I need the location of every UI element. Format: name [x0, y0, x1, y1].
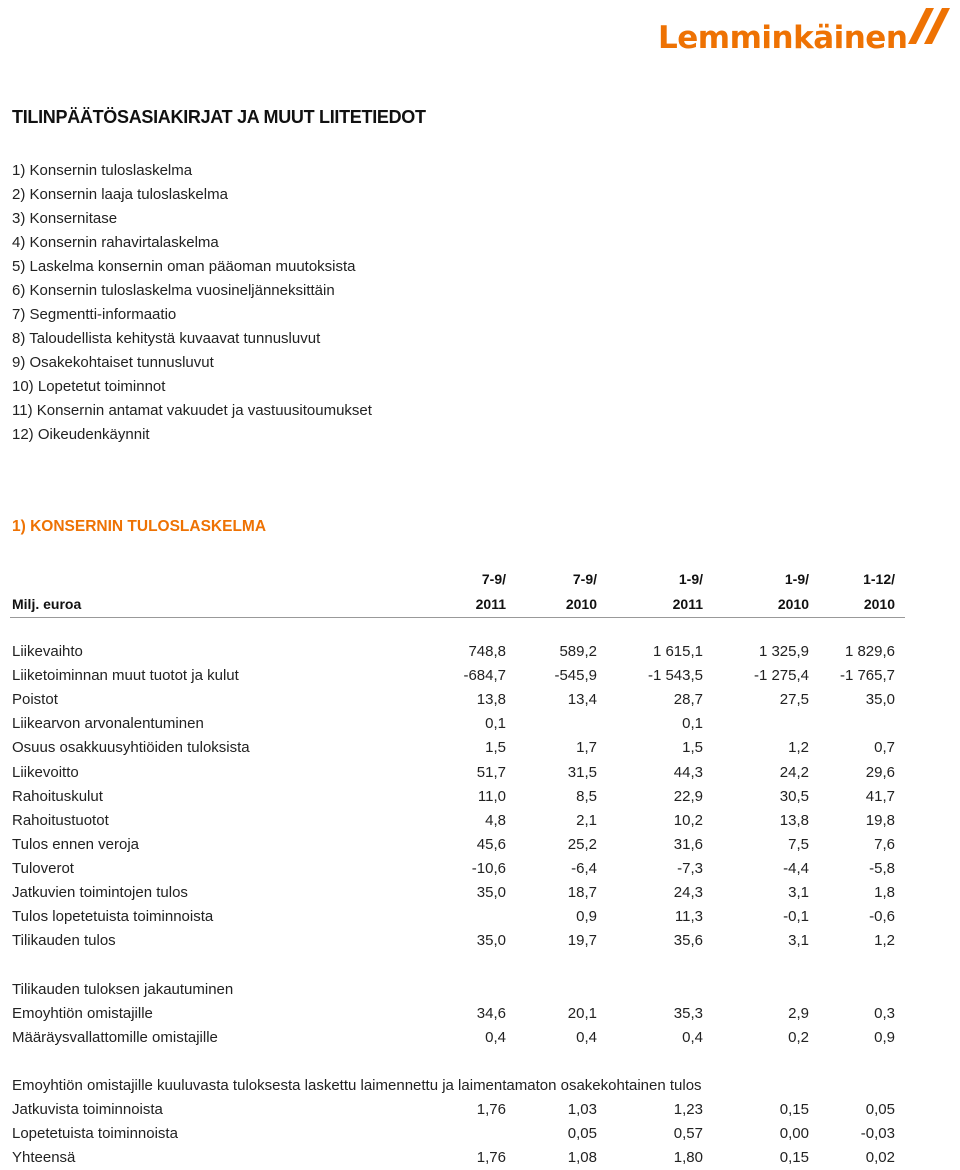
- subsection-heading: [0, 1074, 960, 1098]
- section-title: 1) KONSERNIN TULOSLASKELMA: [12, 518, 267, 535]
- row-value: 3,1: [788, 884, 809, 901]
- row-value: 2,9: [788, 1005, 809, 1022]
- row-value: 18,7: [567, 884, 597, 901]
- row-value: 28,7: [673, 691, 703, 708]
- row-value: 35,6: [673, 932, 703, 949]
- row-label: Emoyhtiön omistajille kuuluvasta tuloksesta laskettu laimennettu ja laimentamaton osakekohtainen tulos: [12, 1077, 702, 1094]
- toc-item: 1) Konsernin tuloslaskelma: [12, 162, 193, 179]
- table-of-contents: [12, 160, 372, 448]
- row-label: Tilikauden tulos: [12, 932, 116, 949]
- row-value: 0,02: [865, 1149, 895, 1166]
- row-value: 748,8: [468, 643, 506, 660]
- row-value: 25,2: [567, 836, 597, 853]
- row-value: 1,76: [476, 1101, 506, 1118]
- table-row: [0, 1026, 960, 1050]
- row-value: 1,2: [874, 932, 895, 949]
- toc-item: 8) Taloudellista kehitystä kuvaavat tunnusluvut: [12, 330, 321, 347]
- row-value: 41,7: [865, 788, 895, 805]
- table-row: [0, 640, 960, 664]
- row-value: -0,1: [783, 908, 809, 925]
- row-label: Tuloverot: [12, 860, 74, 877]
- row-value: 1 829,6: [844, 643, 895, 660]
- row-value: 1 325,9: [758, 643, 809, 660]
- table-row: [0, 857, 960, 881]
- row-value: 1 615,1: [652, 643, 703, 660]
- table-row: [0, 785, 960, 809]
- row-value: 1,80: [673, 1149, 703, 1166]
- row-value: 0,15: [779, 1101, 809, 1118]
- row-value: 0,7: [874, 739, 895, 756]
- row-value: 1,23: [673, 1101, 703, 1118]
- row-value: 22,9: [673, 788, 703, 805]
- row-value: 31,5: [567, 764, 597, 781]
- row-value: 0,2: [788, 1029, 809, 1046]
- row-value: 20,1: [567, 1005, 597, 1022]
- row-value: 11,3: [674, 908, 703, 925]
- table-header-years: [0, 592, 960, 616]
- row-value: 0,05: [567, 1125, 597, 1142]
- row-label: Rahoituskulut: [12, 788, 103, 805]
- column-year: 2010: [777, 596, 809, 612]
- table-row: [0, 664, 960, 688]
- row-value: 1,76: [476, 1149, 506, 1166]
- row-value: 1,8: [874, 884, 895, 901]
- table-row: [0, 1146, 960, 1170]
- row-value: 0,9: [576, 908, 597, 925]
- logo-mark-icon: [904, 4, 954, 48]
- unit-label: Milj. euroa: [12, 596, 82, 612]
- row-label: Jatkuvista toiminnoista: [12, 1101, 163, 1118]
- row-value: -7,3: [677, 860, 703, 877]
- row-value: 0,4: [682, 1029, 703, 1046]
- row-label: Lopetetuista toiminnoista: [12, 1125, 178, 1142]
- row-value: 0,1: [682, 715, 703, 732]
- row-value: -684,7: [463, 667, 506, 684]
- row-value: 0,3: [874, 1005, 895, 1022]
- row-value: 44,3: [673, 764, 703, 781]
- logo-wordmark: Lemminkäinen: [658, 20, 908, 56]
- row-value: 19,8: [865, 812, 895, 829]
- column-period: 1-9/: [678, 571, 703, 587]
- row-value: -0,03: [860, 1125, 895, 1142]
- table-row: [0, 1122, 960, 1146]
- table-row: [0, 929, 960, 953]
- table-row: [0, 1002, 960, 1026]
- row-label: Liikevoitto: [12, 764, 79, 781]
- table-row: [0, 736, 960, 760]
- toc-item: 9) Osakekohtaiset tunnusluvut: [12, 354, 214, 371]
- toc-item: 6) Konsernin tuloslaskelma vuosineljänneksittäin: [12, 282, 335, 299]
- row-value: 35,3: [673, 1005, 703, 1022]
- column-year: 2010: [863, 596, 895, 612]
- row-label: Rahoitustuotot: [12, 812, 109, 829]
- row-value: 29,6: [865, 764, 895, 781]
- toc-item: 11) Konsernin antamat vakuudet ja vastuusitoumukset: [12, 402, 372, 419]
- row-value: 0,4: [576, 1029, 597, 1046]
- table-header-periods: [0, 567, 960, 591]
- row-label: Liikevaihto: [12, 643, 83, 660]
- company-logo: [652, 4, 956, 64]
- table-row: [0, 809, 960, 833]
- column-year: 2010: [565, 596, 597, 612]
- toc-item: 7) Segmentti-informaatio: [12, 306, 177, 323]
- toc-item: 10) Lopetetut toiminnot: [12, 378, 166, 395]
- row-value: -1 765,7: [839, 667, 895, 684]
- row-value: 24,3: [673, 884, 703, 901]
- header-divider: [10, 617, 905, 618]
- column-period: 1-9/: [784, 571, 809, 587]
- column-period: 1-12/: [863, 571, 895, 587]
- row-value: -6,4: [571, 860, 597, 877]
- toc-item: 12) Oikeudenkäynnit: [12, 426, 150, 443]
- row-value: 45,6: [476, 836, 506, 853]
- table-row: [0, 761, 960, 785]
- row-value: 7,6: [874, 836, 895, 853]
- row-value: -5,8: [869, 860, 895, 877]
- document-title: TILINPÄÄTÖSASIAKIRJAT JA MUUT LIITETIEDOT: [12, 107, 426, 127]
- row-value: 30,5: [779, 788, 809, 805]
- row-value: 31,6: [673, 836, 703, 853]
- row-label: Osuus osakkuusyhtiöiden tuloksista: [12, 739, 250, 756]
- table-row: [0, 712, 960, 736]
- row-value: 1,03: [567, 1101, 597, 1118]
- row-value: 2,1: [576, 812, 597, 829]
- row-value: 10,2: [673, 812, 703, 829]
- row-value: 35,0: [865, 691, 895, 708]
- row-value: 11,0: [477, 788, 506, 805]
- table-row: [0, 833, 960, 857]
- row-value: 1,2: [788, 739, 809, 756]
- row-value: 1,5: [682, 739, 703, 756]
- row-value: 51,7: [476, 764, 506, 781]
- column-year: 2011: [672, 596, 703, 612]
- row-value: 24,2: [779, 764, 809, 781]
- row-value: 0,9: [874, 1029, 895, 1046]
- row-value: 35,0: [476, 884, 506, 901]
- row-value: -10,6: [471, 860, 506, 877]
- table-row: [0, 1098, 960, 1122]
- row-label: Tulos ennen veroja: [12, 836, 140, 853]
- table-row: [0, 881, 960, 905]
- column-period: 7-9/: [572, 571, 597, 587]
- toc-item: 2) Konsernin laaja tuloslaskelma: [12, 186, 228, 203]
- row-value: 13,8: [476, 691, 506, 708]
- row-value: 0,15: [779, 1149, 809, 1166]
- row-label: Jatkuvien toimintojen tulos: [12, 884, 188, 901]
- toc-item: 5) Laskelma konsernin oman pääoman muutoksista: [12, 258, 356, 275]
- row-value: 0,57: [673, 1125, 703, 1142]
- column-period: 7-9/: [481, 571, 506, 587]
- row-value: 0,00: [779, 1125, 809, 1142]
- row-value: 8,5: [576, 788, 597, 805]
- table-row: [0, 688, 960, 712]
- row-value: 13,8: [779, 812, 809, 829]
- row-value: 35,0: [476, 932, 506, 949]
- row-value: 13,4: [567, 691, 597, 708]
- row-value: 4,8: [485, 812, 506, 829]
- row-label: Tilikauden tuloksen jakautuminen: [12, 981, 234, 998]
- row-value: -0,6: [869, 908, 895, 925]
- subsection-heading: [0, 978, 960, 1002]
- row-label: Määräysvallattomille omistajille: [12, 1029, 218, 1046]
- row-value: 27,5: [779, 691, 809, 708]
- row-label: Poistot: [12, 691, 58, 708]
- row-value: 7,5: [788, 836, 809, 853]
- row-value: 1,7: [576, 739, 597, 756]
- toc-item: 4) Konsernin rahavirtalaskelma: [12, 234, 219, 251]
- row-label: Liikearvon arvonalentuminen: [12, 715, 204, 732]
- row-value: 1,5: [485, 739, 506, 756]
- toc-item: 3) Konsernitase: [12, 210, 118, 227]
- row-value: 0,05: [865, 1101, 895, 1118]
- row-value: -4,4: [783, 860, 809, 877]
- row-value: 0,4: [485, 1029, 506, 1046]
- row-label: Tulos lopetetuista toiminnoista: [12, 908, 214, 925]
- table-row: [0, 905, 960, 929]
- row-value: 1,08: [567, 1149, 597, 1166]
- row-value: 0,1: [485, 715, 506, 732]
- row-value: 589,2: [559, 643, 597, 660]
- row-value: -1 543,5: [647, 667, 703, 684]
- row-value: 34,6: [476, 1005, 506, 1022]
- row-value: 19,7: [567, 932, 597, 949]
- row-value: 3,1: [788, 932, 809, 949]
- column-year: 2011: [475, 596, 506, 612]
- row-label: Yhteensä: [12, 1149, 76, 1166]
- row-value: -545,9: [554, 667, 597, 684]
- row-value: -1 275,4: [753, 667, 809, 684]
- row-label: Emoyhtiön omistajille: [12, 1005, 153, 1022]
- row-label: Liiketoiminnan muut tuotot ja kulut: [12, 667, 239, 684]
